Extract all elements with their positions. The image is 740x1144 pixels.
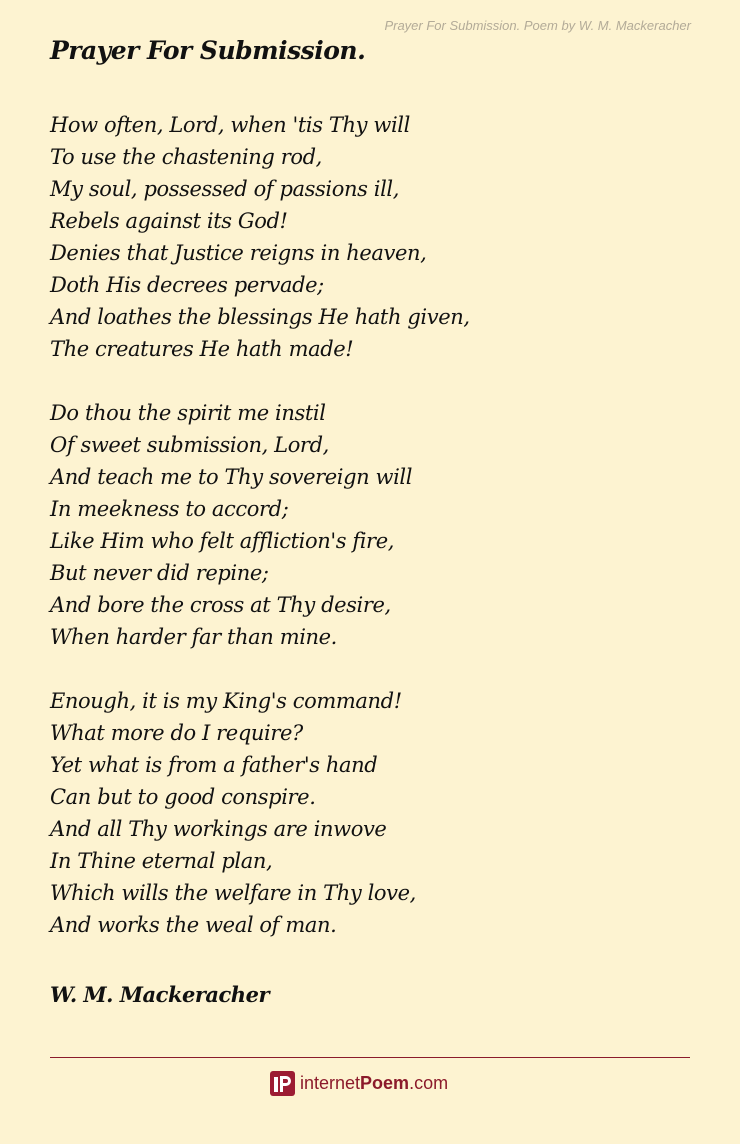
- site-brand-link[interactable]: [270, 1069, 448, 1097]
- poem-line: My soul, possessed of passions ill,: [50, 177, 399, 201]
- poem-line: Do thou the spirit me instil: [50, 401, 326, 425]
- page-caption: Prayer For Submission. Poem by W. M. Mackeracher: [384, 18, 691, 33]
- stanza-2: [50, 397, 690, 653]
- poem-line: But never did repine;: [50, 561, 269, 585]
- poem-line: And loathes the blessings He hath given,: [50, 305, 470, 329]
- poem-line: Doth His decrees pervade;: [50, 273, 324, 297]
- poem-title: Prayer For Submission.: [50, 36, 366, 65]
- poem-line: To use the chastening rod,: [50, 145, 322, 169]
- poem-line: Which wills the welfare in Thy love,: [50, 881, 416, 905]
- poem-line: And works the weal of man.: [50, 913, 337, 937]
- poem-line: The creatures He hath made!: [50, 337, 354, 361]
- brand-bold: Poem: [360, 1072, 410, 1093]
- poem-line: When harder far than mine.: [50, 625, 337, 649]
- poem-line: Yet what is from a father's hand: [50, 753, 378, 777]
- poem-line: How often, Lord, when 'tis Thy will: [50, 113, 410, 137]
- brand-suffix: .com: [409, 1072, 449, 1093]
- brand-prefix: internet: [300, 1072, 361, 1093]
- poem-line: Can but to good conspire.: [50, 785, 316, 809]
- site-brand-text: [300, 1073, 448, 1094]
- poem-line: Enough, it is my King's command!: [50, 689, 402, 713]
- poem-line: Of sweet submission, Lord,: [50, 433, 329, 457]
- poem-line: Rebels against its God!: [50, 209, 288, 233]
- stanza-3: [50, 685, 690, 941]
- stanza-1: [50, 109, 690, 365]
- poem-line: And teach me to Thy sovereign will: [50, 465, 413, 489]
- poem-author: W. M. Mackeracher: [50, 982, 270, 1007]
- poem-line: Like Him who felt affliction's fire,: [50, 529, 394, 553]
- poem-body: [50, 109, 690, 973]
- poem-line: What more do I require?: [50, 721, 303, 745]
- poem-line: Denies that Justice reigns in heaven,: [50, 241, 427, 265]
- poem-line: And bore the cross at Thy desire,: [50, 593, 391, 617]
- footer-divider: [50, 1057, 690, 1058]
- poem-line: And all Thy workings are inwove: [50, 817, 387, 841]
- poem-line: In Thine eternal plan,: [50, 849, 273, 873]
- poem-line: In meekness to accord;: [50, 497, 289, 521]
- internetpoem-logo-icon: [270, 1071, 295, 1096]
